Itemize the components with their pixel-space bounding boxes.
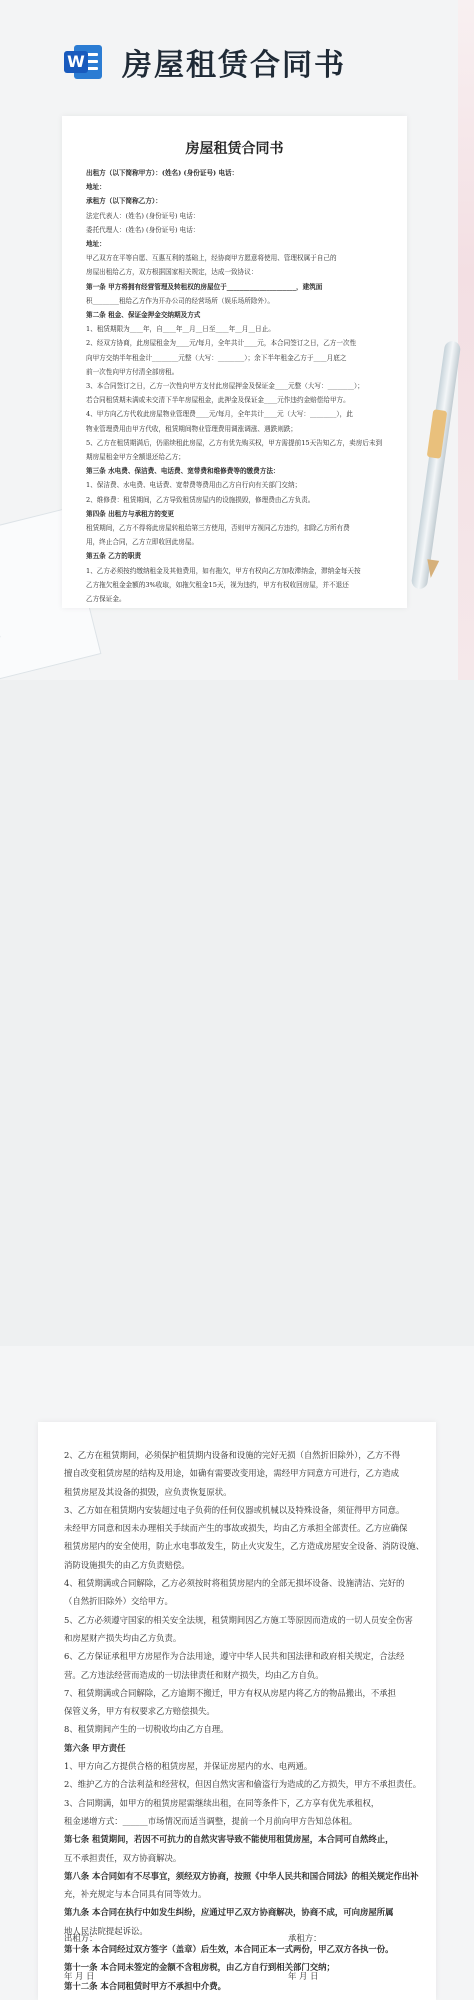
text-line: 用，终止合同，乙方立即收回此房屋。 bbox=[86, 538, 199, 547]
signature-lessee-date: 年 月 日 bbox=[288, 1971, 319, 1981]
text-line: 2、维护乙方的合法利益和经营权，但因自然灾害和偷盗行为造成的乙方损失，甲方不承担责任。 bbox=[64, 1779, 422, 1790]
text-line: 3、本合同签订之日，乙方一次性向甲方支付此房屋押金及保证金____元整（大写：________）； bbox=[86, 382, 364, 391]
text-line bbox=[64, 1977, 410, 1995]
text-line: 擅自改变租赁房屋的结构及用途，如确有需要改变用途，需经甲方同意方可进行，乙方造成 bbox=[64, 1468, 399, 1479]
text-line: 8、租赁期间产生的一切税收均由乙方自理。 bbox=[64, 1724, 229, 1735]
text-line bbox=[86, 194, 383, 208]
text-line: 积________租给乙方作为开办公司的经营场所（娱乐场所除外）。 bbox=[86, 296, 274, 305]
text-line: 互不承担责任，双方协商解决。 bbox=[64, 1852, 182, 1863]
text-line: 消防设施损失的由乙方负责赔偿。 bbox=[64, 1559, 190, 1570]
clause-label: 第五条 乙方的职责 bbox=[86, 552, 142, 561]
text-line: 6、乙方保证承租甲方房屋作为合法用途，遵守中华人民共和国法律和政府相关规定，合法经 bbox=[64, 1651, 405, 1662]
text-line: 3、合同期满，如甲方的租赁房屋需继续出租，在同等条件下，乙方享有优先承租权， bbox=[64, 1797, 380, 1808]
text-line: 5、乙方在租赁期满后，仍需续租此房屋，乙方有优先购买权，甲方需提前15天告知乙方，卖房后未到 bbox=[86, 438, 383, 447]
text-line: 4、租赁期满或合同解除，乙方必须按时将租赁房屋内的全部无损坏设备、设施清洁、完好的 bbox=[64, 1578, 405, 1589]
text-line bbox=[86, 180, 383, 194]
text-line: 3、乙方如在租赁期内安装超过电子负荷的任何仪器或机械以及特殊设备，须征得甲方同意。 bbox=[64, 1504, 405, 1515]
clause-label: 地址： bbox=[86, 183, 106, 192]
text-line: 营。乙方违法经营而造成的一切法律责任和财产损失，均由乙方自负。 bbox=[64, 1669, 324, 1680]
text-line: 和房屋财产损失均由乙方负责。 bbox=[64, 1632, 182, 1643]
text-line bbox=[86, 549, 383, 563]
text-line: 乙方保证金。 bbox=[86, 595, 126, 604]
page1-body bbox=[86, 166, 383, 606]
header-title: 房屋租赁合同书 bbox=[122, 48, 346, 83]
clause-label: 地址： bbox=[86, 240, 106, 249]
text-line: 期房屋租金甲方全额退还给乙方； bbox=[86, 453, 185, 462]
page2-body bbox=[64, 1446, 425, 1995]
text-line bbox=[64, 1739, 410, 1757]
text-line: 充，补充规定与本合同具有同等效力。 bbox=[64, 1889, 207, 1900]
text-line bbox=[86, 166, 383, 180]
text-line: 2、经双方协商，此房屋租金为____元/每月，全年共计____元，本合同签订之日，乙方一次性 bbox=[86, 339, 357, 348]
text-line bbox=[86, 308, 383, 322]
document-page-1 bbox=[62, 116, 407, 608]
document-title: 房屋租赁合同书 bbox=[185, 141, 284, 157]
clause-label: 承租方（以下简称乙方）： bbox=[86, 197, 162, 206]
text-line: 保管义务，甲方有权要求乙方赔偿损失。 bbox=[64, 1706, 215, 1717]
text-line: 地人民法院提起诉讼。 bbox=[64, 1925, 148, 1936]
text-line: 4、甲方向乙方代收此房屋物业管理费____元/每月，全年共计____元（大写：________），此 bbox=[86, 410, 353, 419]
text-line bbox=[86, 280, 383, 294]
text-line: 房屋出租给乙方，双方根据国家相关规定，达成一致协议： bbox=[86, 268, 258, 277]
text-line: 租金递增方式：______市场情况而适当调整，提前一个月前向甲方告知总体租。 bbox=[64, 1815, 358, 1826]
text-line: 若合同租赁期未满或未交清下半年房屋租金，此押金及保证金____元作违约金赔偿给甲方。 bbox=[86, 396, 350, 405]
text-line: 2、乙方在租赁期间，必须保护租赁期内设备和设施的完好无损（自然折旧除外），乙方不得 bbox=[64, 1450, 401, 1460]
text-line: （自然折旧除外）交给甲方。 bbox=[64, 1596, 173, 1607]
text-line: 乙方拖欠租金金额的3%收取，如拖欠租金15天，视为违约，甲方有权收回房屋，并不退还 bbox=[86, 580, 349, 589]
clause-label: 第九条 本合同在执行中如发生纠纷，应通过甲乙双方协商解决，协商不成，可向房屋所属 bbox=[64, 1907, 394, 1918]
text-line: 2、维修费：租赁期间，乙方导致租赁房屋内的设施损毁，修理费由乙方负责。 bbox=[86, 495, 315, 504]
bottom-section bbox=[0, 680, 474, 1991]
clause-label: 第三条 水电费、保洁费、电话费、宽带费和维修费等的缴费方法： bbox=[86, 467, 280, 476]
text-line: 法定代表人：(姓名) (身份证号) 电话： bbox=[86, 211, 200, 220]
text-line: 前一次性向甲方付清全部房租。 bbox=[86, 367, 179, 376]
text-line: 租赁期间，乙方不得将此房屋转租给第三方使用，否则甲方视同乙方违约，扣除乙方所有费 bbox=[86, 524, 350, 533]
clause-label: 出租方（以下简称甲方）：(姓名) (身份证号) 电话： bbox=[86, 169, 239, 177]
text-line: 1、乙方必须按约缴纳租金及其他费用，如有拖欠，甲方有权向乙方加收滞纳金，滞纳金每天按 bbox=[86, 566, 361, 575]
clause-label: 第四条 出租方与承租方的变更 bbox=[86, 509, 175, 518]
decor-pen-tip bbox=[425, 559, 439, 578]
signature-lessor-date: 年 月 日 bbox=[64, 1971, 95, 1981]
clause-label: 第一条 甲方将拥有经营管理及转租权的房屋位于_____________________，建筑面 bbox=[86, 282, 323, 291]
signature-lessor-label: 出租方： bbox=[64, 1933, 98, 1943]
clause-label: 第十条 本合同经过双方签字（盖章）后生效，本合同正本一式两份，甲乙双方各执一份。 bbox=[64, 1944, 394, 1955]
text-line: 1、甲方向乙方提供合格的租赁房屋，并保证房屋内的水、电两通。 bbox=[64, 1761, 313, 1772]
word-document-icon: W bbox=[62, 41, 104, 83]
text-line bbox=[86, 237, 383, 251]
text-line: 甲乙双方在平等自愿、互惠互利的基础上，经协商甲方愿意将使用、管理权属于自己的 bbox=[86, 254, 337, 263]
document-page-2 bbox=[38, 1422, 436, 2000]
text-line: 1、租赁期限为____年，自____年__月__日至____年__月__日止。 bbox=[86, 325, 275, 334]
clause-label: 第六条 甲方责任 bbox=[64, 1742, 126, 1753]
clause-label: 第七条 租赁期间，若因不可抗力的自然灾害导致不能使用租赁房屋，本合同可自然终止， bbox=[64, 1834, 394, 1845]
text-line: 1、保洁费、水电费、电话费、宽带费等费用由乙方自行向有关部门交纳； bbox=[86, 481, 302, 490]
text-line bbox=[86, 507, 383, 521]
decor-pen bbox=[411, 340, 462, 590]
text-line: 向甲方交纳半年租金计________元整（大写：________）；余下半年租金乙方于____月底之 bbox=[86, 353, 347, 362]
clause-label: 第二条 租金、保证金押金交纳期及方式 bbox=[86, 311, 201, 320]
text-line bbox=[64, 1940, 410, 1958]
text-line: 未经甲方同意和因未办理相关手续而产生的事故或损失，均由乙方承担全部责任。乙方应确保 bbox=[64, 1523, 408, 1534]
header bbox=[62, 40, 346, 84]
signature-lessee-label: 承租方： bbox=[288, 1933, 322, 1943]
decor-pink-strip bbox=[458, 0, 474, 680]
text-line bbox=[86, 464, 383, 478]
top-banner bbox=[0, 0, 474, 680]
text-line: 5、乙方必须遵守国家的相关安全法规，租赁期间因乙方施工等原因而造成的一切人员安全伤害 bbox=[64, 1614, 413, 1625]
text-line bbox=[64, 1830, 410, 1848]
text-line: 7、租赁期满或合同解除，乙方逾期不搬迁，甲方有权从房屋内将乙方的物品搬出，不承担 bbox=[64, 1687, 396, 1698]
text-line bbox=[64, 1958, 410, 1976]
clause-label: 第八条 本合同如有不尽事宜，须经双方协商，按照《中华人民共和国合同法》的相关规定作出补 bbox=[64, 1870, 419, 1881]
text-line bbox=[64, 1903, 410, 1921]
text-line: 物业管理费用由甲方代收，租赁期间物业管理费用调涨调涨、遇跌则跌； bbox=[86, 424, 297, 433]
text-line bbox=[64, 1867, 419, 1885]
clause-label: 第十二条 本合同租赁时甲方不承担中介费。 bbox=[64, 1980, 227, 1991]
text-line: 租赁房屋内的安全使用，防止水电事故发生，防止火灾发生，乙方造成房屋安全设备、消防设施、 bbox=[64, 1541, 425, 1552]
text-line: 委托代理人：(姓名) (身份证号) 电话： bbox=[86, 225, 200, 234]
clause-label: 第十一条 本合同未签定的金额不含租房税，由乙方自行到相关部门交纳； bbox=[64, 1962, 335, 1973]
text-line: 租赁房屋及其设备的损毁，应负责恢复原状。 bbox=[64, 1486, 232, 1497]
